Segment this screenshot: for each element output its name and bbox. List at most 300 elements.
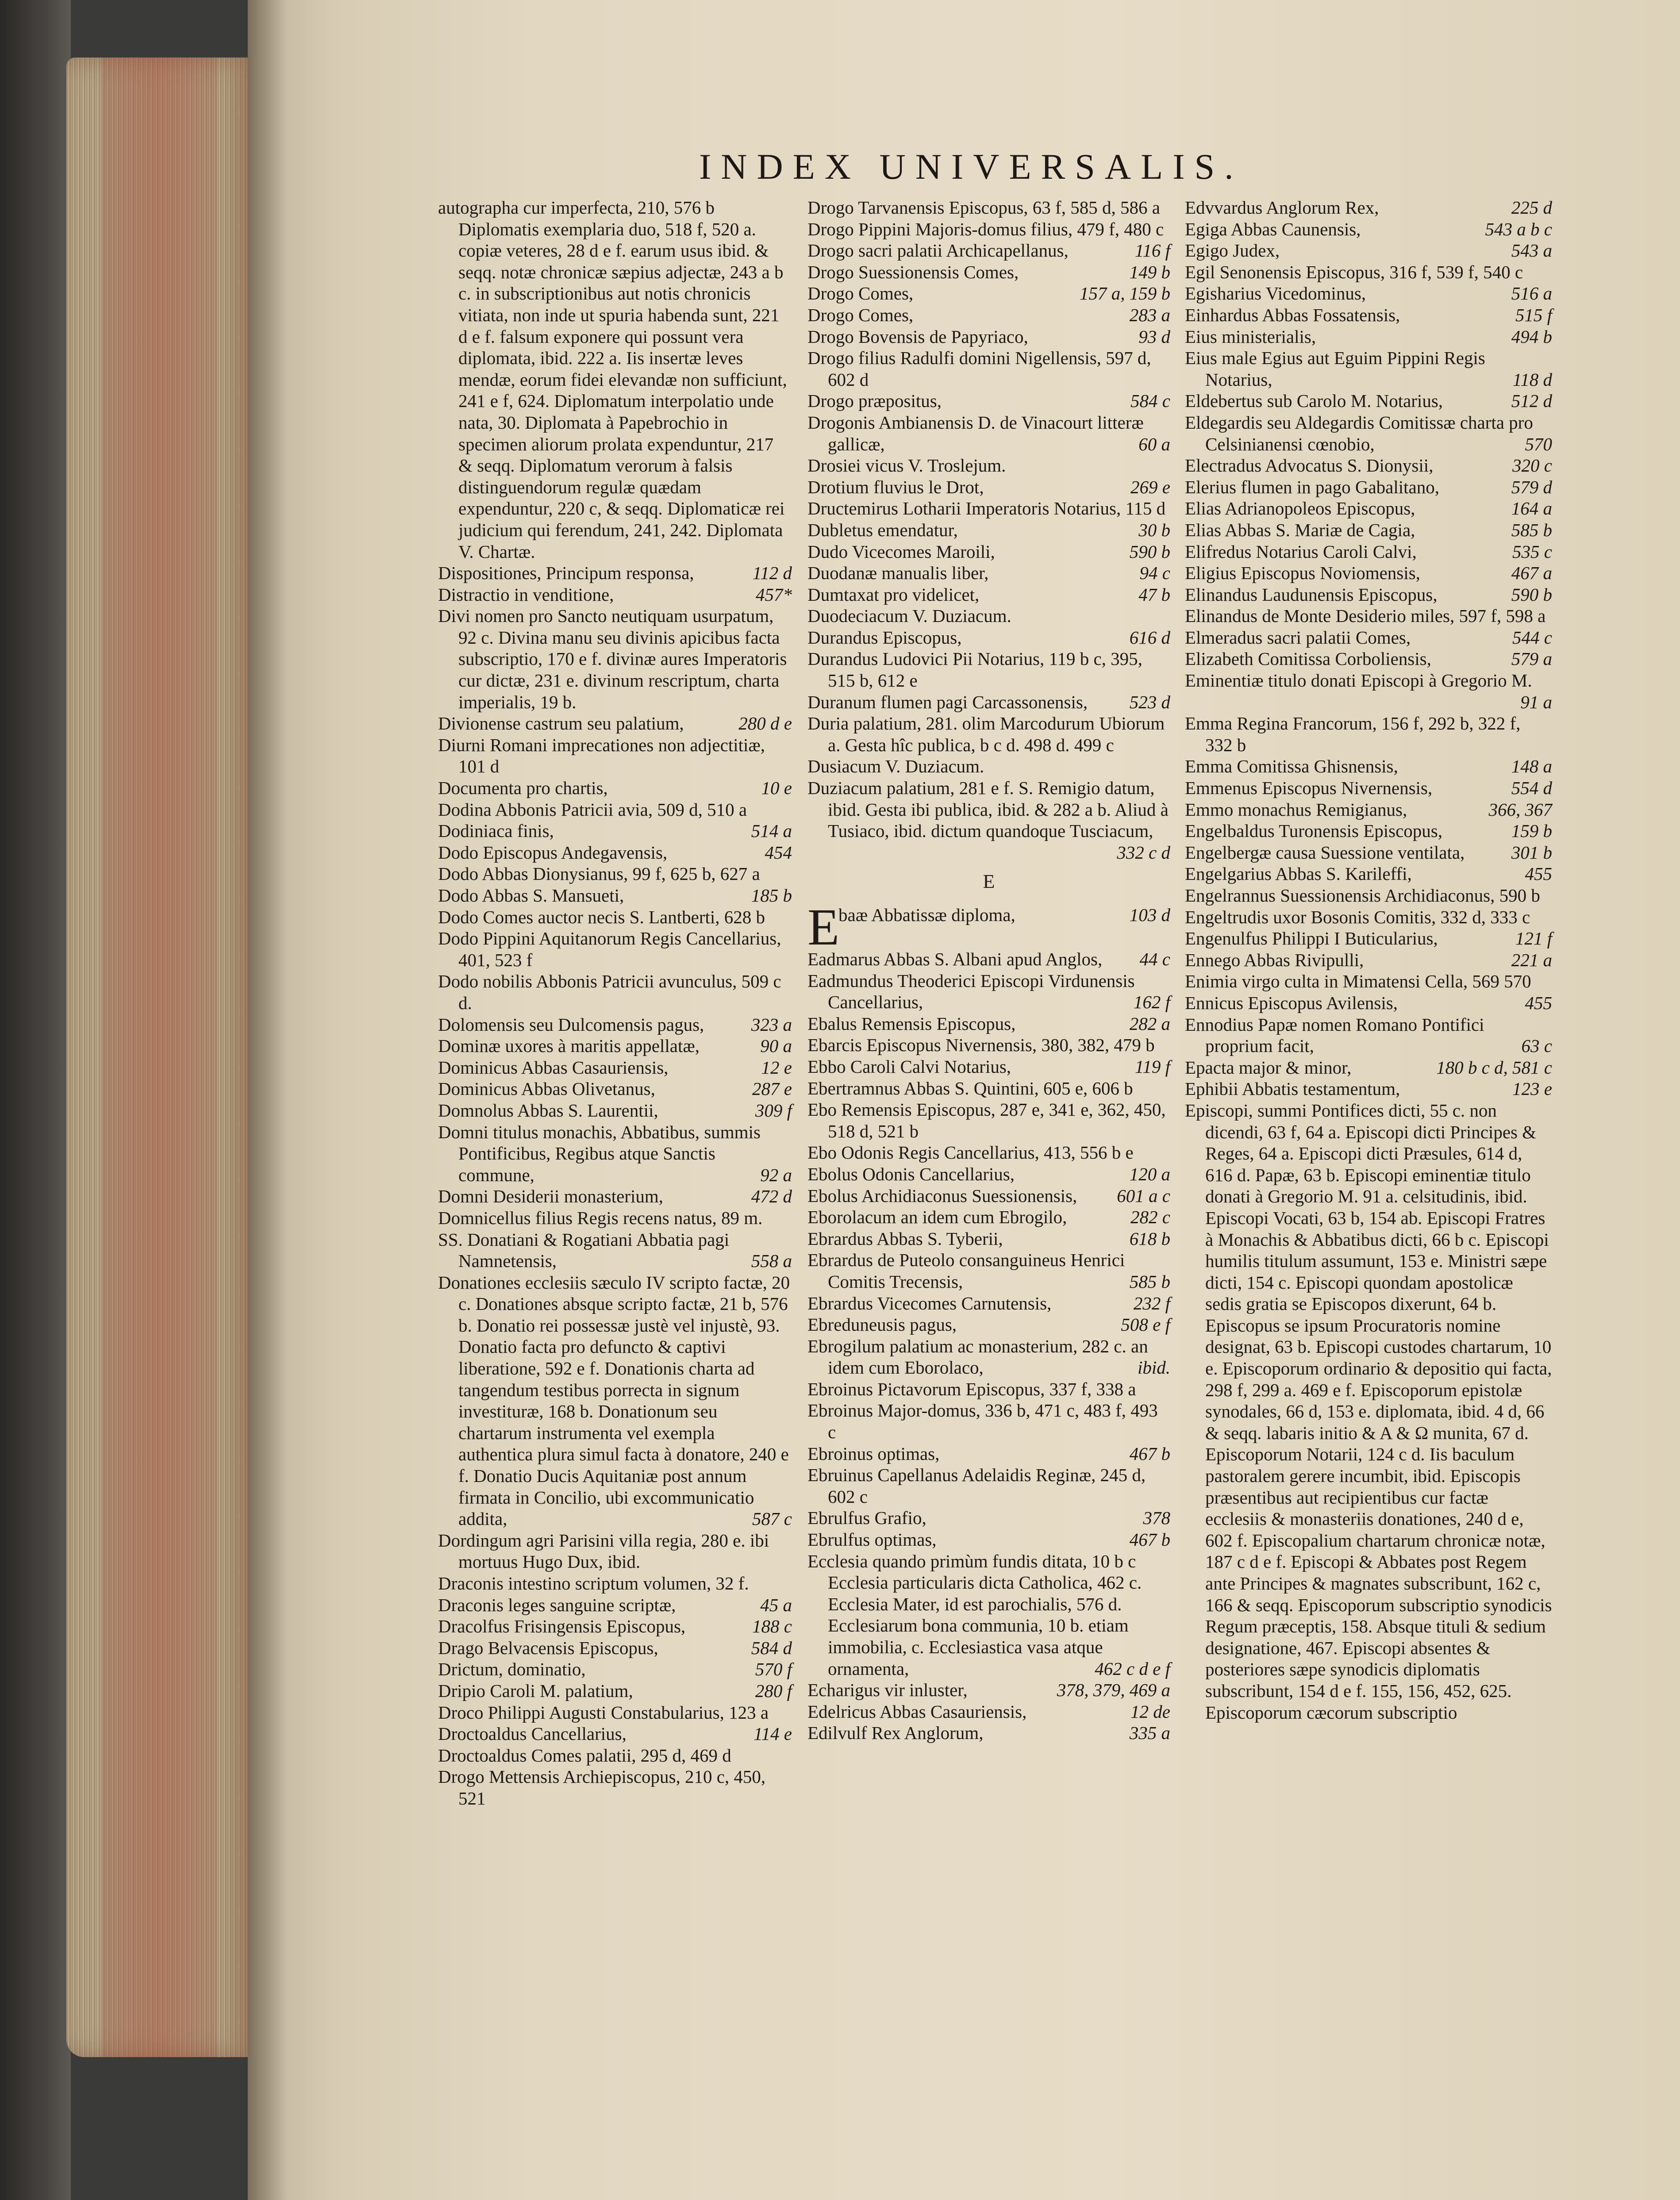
entry-text: Egil Senonensis Episcopus, 316 f, 539 f, 540 c	[1185, 261, 1523, 282]
page-reference: 159 b	[1511, 821, 1552, 841]
page-reference: 232 f	[1133, 1293, 1170, 1313]
page-reference: 467 b	[1129, 1443, 1170, 1464]
index-entry	[438, 562, 792, 584]
entry-text: Drogo filius Radulfi domini Nigellensis, 597 d, 602 d	[807, 348, 1151, 390]
entry-text: Ebo Odonis Regis Cancellarius, 413, 556 b e	[807, 1142, 1134, 1163]
page-reference: 164 a	[1511, 498, 1552, 519]
index-entry	[438, 1723, 792, 1745]
entry-text: SS. Donatiani & Rogatiani Abbatia pagi Namnetensis,	[438, 1229, 730, 1271]
page-reference: 454	[765, 842, 792, 863]
index-entry	[807, 1464, 1170, 1507]
page-reference: 269 e	[1130, 476, 1170, 497]
page-reference: 282 a	[1129, 1013, 1170, 1034]
index-entry	[438, 1616, 792, 1637]
index-entry	[807, 541, 1170, 563]
index-entry	[438, 777, 792, 799]
entry-text: Enimia virgo culta in Mimatensi Cella, 569 570	[1185, 971, 1531, 992]
entry-text: Dodiniaca finis,	[438, 821, 554, 841]
index-entry	[1185, 648, 1552, 670]
entry-text: Dominicus Abbas Olivetanus,	[438, 1079, 655, 1099]
entry-text: Droco Philippi Augusti Constabularius, 123 a	[438, 1702, 769, 1723]
entry-text: Dordingum agri Parisini villa regia, 280 e. ibi mortuus Hugo Dux, ibid.	[438, 1530, 769, 1572]
index-entry	[1185, 584, 1552, 606]
index-entry	[1185, 304, 1552, 326]
index-entry	[1185, 240, 1552, 261]
entry-text: Dudo Vicecomes Maroili,	[807, 541, 995, 562]
index-entry	[1185, 455, 1552, 476]
page-reference: 544 c	[1512, 627, 1552, 648]
page-reference: 12 e	[761, 1057, 792, 1078]
page-reference: 457*	[756, 584, 792, 605]
entry-text: Ebruinus Capellanus Adelaidis Reginæ, 245 d, 602 c	[807, 1465, 1146, 1507]
page-reference: 114 e	[754, 1724, 792, 1744]
entry-text: Eadmundus Theoderici Episcopi Virdunensis Cancellarius,	[807, 970, 1135, 1013]
entry-text: Elifredus Notarius Caroli Calvi,	[1185, 541, 1417, 562]
page-reference: 116 f	[1134, 240, 1170, 261]
page-reference: 332 c d	[1117, 842, 1170, 863]
index-entry	[438, 1121, 792, 1186]
index-entry	[807, 519, 1170, 541]
index-entry	[807, 1336, 1170, 1378]
index-entry	[1185, 412, 1552, 455]
page-reference: 585 b	[1129, 1271, 1170, 1292]
page-reference: 585 b	[1511, 519, 1552, 540]
index-entry	[438, 1186, 792, 1207]
index-entry	[807, 1293, 1170, 1314]
entry-text: Ebrardus Abbas S. Tyberii,	[807, 1228, 1003, 1249]
page-reference: 462 c d e f	[1095, 1658, 1170, 1679]
index-entry	[807, 1679, 1170, 1701]
gutter-shadow	[248, 0, 288, 2200]
index-entry	[438, 197, 792, 562]
entry-text: Engeltrudis uxor Bosonis Comitis, 332 d, 333 c	[1185, 906, 1530, 927]
entry-text: Dolomensis seu Dulcomensis pagus,	[438, 1014, 704, 1035]
index-entry	[1185, 1100, 1552, 1723]
entry-text: Egisharius Vicedominus,	[1185, 283, 1366, 304]
entry-text: Electradus Advocatus S. Dionysii,	[1185, 455, 1434, 476]
index-entry	[1185, 842, 1552, 864]
page-reference: 558 a	[751, 1251, 792, 1271]
entry-text: Drogonis Ambianensis D. de Vinacourt litteræ gallicæ,	[807, 412, 1144, 454]
page-reference: 323 a	[751, 1014, 792, 1035]
index-entry	[438, 734, 792, 777]
page-reference: 467 b	[1129, 1529, 1170, 1550]
entry-text: Dodo Episcopus Andegavensis,	[438, 842, 668, 863]
entry-text: Engelbaldus Turonensis Episcopus,	[1185, 821, 1442, 841]
index-entry	[1185, 949, 1552, 971]
entry-text: Drago Belvacensis Episcopus,	[438, 1637, 658, 1658]
page-reference: 63 c	[1521, 1036, 1552, 1056]
entry-text: Domni titulus monachis, Abbatibus, summis Pontificibus, Regibus atque Sanctis commune,	[438, 1121, 761, 1185]
index-entry	[1185, 1014, 1552, 1057]
entry-text: Divi nomen pro Sancto neutiquam usurpatum, 92 c. Divina manu seu divinis apicibus facta subscriptio, 170 e f. divinæ aures Imperatoris cur dictæ, 231 e. divinum rescriptum, charta imperialis, 19 b.	[438, 606, 787, 712]
entry-text: Eius male Egius aut Eguim Pippini Regis Notarius,	[1185, 348, 1485, 390]
index-entry	[1185, 219, 1552, 240]
index-entry	[807, 1228, 1170, 1250]
page-reference: 335 a	[1129, 1723, 1170, 1743]
index-entry	[438, 1100, 792, 1121]
entry-text: Drogo Pippini Majoris-domus filius, 479 f, 480 c	[807, 219, 1164, 239]
index-entry	[438, 713, 792, 734]
entry-text: Ebrardus de Puteolo consanguineus Henrici Comitis Trecensis,	[807, 1250, 1125, 1292]
entry-text: baæ Abbatissæ diploma,	[838, 905, 1015, 925]
page-reference: 455	[1525, 992, 1552, 1013]
entry-text: Elinandus de Monte Desiderio miles, 597 f, 598 a	[1185, 606, 1546, 626]
page-reference: 94 c	[1139, 563, 1170, 584]
index-entry	[807, 219, 1170, 240]
index-entry	[1185, 820, 1552, 842]
index-entry	[807, 627, 1170, 649]
index-entry	[807, 390, 1170, 412]
entry-text: Dominæ uxores à maritis appellatæ,	[438, 1036, 700, 1056]
page-reference: 616 d	[1129, 627, 1170, 648]
entry-text: Duziacum palatium, 281 e f. S. Remigio datum, ibid. Gesta ibi publica, ibid. & 282 a b. Aliud à Tusiaco, ibid. dictum quandoque Tusciacum,	[807, 778, 1169, 841]
entry-text: Eborolacum an idem cum Ebrogilo,	[807, 1207, 1067, 1228]
entry-text: Eldebertus sub Carolo M. Notarius,	[1185, 391, 1443, 411]
page-reference: 180 b c d, 581 c	[1436, 1057, 1552, 1078]
page-reference: 554 d	[1511, 778, 1552, 799]
index-entry	[438, 1530, 792, 1573]
page-reference: 523 d	[1129, 691, 1170, 712]
index-entry	[1185, 562, 1552, 584]
entry-text: Dodo Comes auctor necis S. Lantberti, 628 b	[438, 906, 765, 927]
page-reference: 535 c	[1512, 541, 1552, 562]
entry-text: Donationes ecclesiis sæculo IV scripto factæ, 20 c. Donationes absque scripto factæ, 21 b, 576 b. Donatio rei possessæ justè vel injustè, 93. Donatio facta pro defuncto & captivi liberatione, 592 e f. Donationis charta ad tangendum testibus porrecta in signum investituræ, 168 b. Donationum seu chartarum instrumenta vel exempla authentica plura simul facta à donatore, 240 e f. Donatio Ducis Aquitaniæ post annum firmata in Concilio, ubi excommunicatio addita,	[438, 1272, 790, 1529]
page-reference: 467 a	[1511, 563, 1552, 584]
entry-text: Epacta major & minor,	[1185, 1057, 1352, 1078]
entry-text: autographa cur imperfecta, 210, 576 b Diplomatis exemplaria duo, 518 f, 520 a. copiæ veteres, 28 d e f. earum usus ibid. & seqq. notæ chronicæ sæpius adjectæ, 243 a b c. in subscriptionibus aut notis chronicis vitiata, non inde ut spuria habenda sunt, 221 d e f. falsum exponere qui possunt vera diplomata, ibid. 222 a. Iis insertæ leves mendæ, eorum fidei elevandæ non sufficiunt, 241 e f, 624. Diplomatum interpolatio unde nata, 30. Diplomata à Papebrochio in specimen aliorum prolata expenduntur, 217 & seqq. Diplomatum verorum à falsis distinguendorum regulæ quædam expenduntur, 220 c, & seqq. Diplomaticæ rei judicium qui ferendum, 241, 242. Diplomata V. Chartæ.	[438, 197, 787, 562]
entry-text: Droctoaldus Cancellarius,	[438, 1724, 627, 1744]
entry-text: Drogo sacri palatii Archicapellanus,	[807, 240, 1069, 261]
page-reference: ibid.	[1137, 1357, 1170, 1378]
index-entry	[1185, 1057, 1552, 1079]
entry-text: Dominicus Abbas Casauriensis,	[438, 1057, 669, 1078]
entry-text: Elmeradus sacri palatii Comes,	[1185, 627, 1411, 648]
index-entry	[438, 863, 792, 885]
entry-text: Domni Desiderii monasterium,	[438, 1186, 663, 1207]
entry-text: Dodo nobilis Abbonis Patricii avunculus, 509 c d.	[438, 971, 781, 1013]
index-entry	[807, 1443, 1170, 1465]
index-entry	[438, 820, 792, 842]
entry-text: Elias Abbas S. Mariæ de Cagia,	[1185, 519, 1415, 540]
page-reference: 366, 367	[1488, 799, 1552, 820]
entry-text: Engelgarius Abbas S. Karileffi,	[1185, 864, 1412, 884]
entry-text: Dodo Abbas S. Mansueti,	[438, 885, 624, 906]
index-entry	[807, 347, 1170, 390]
page-reference: 515 f	[1515, 304, 1552, 325]
entry-text: Draconis intestino scriptum volumen, 32 f.	[438, 1573, 749, 1593]
index-entry	[438, 1014, 792, 1036]
index-entry	[807, 948, 1170, 970]
index-entry	[807, 1078, 1170, 1099]
index-entry	[1185, 1078, 1552, 1100]
entry-text: Drogo Bovensis de Papyriaco,	[807, 326, 1028, 347]
page-reference: 283 a	[1129, 304, 1170, 325]
index-entry	[807, 1163, 1170, 1185]
entry-text: Drosiei vicus V. Troslejum.	[807, 455, 1006, 476]
index-entry	[438, 1272, 792, 1530]
entry-text: Diurni Romani imprecationes non adjectitiæ, 101 d	[438, 734, 765, 777]
page-reference: 280 f	[755, 1680, 792, 1701]
page-reference: 157 a, 159 b	[1080, 283, 1170, 304]
page-block-edge	[66, 58, 252, 2057]
page-reference: 282 c	[1130, 1207, 1170, 1228]
page-reference: 225 d	[1511, 197, 1552, 218]
entry-text: Dripio Caroli M. palatium,	[438, 1680, 633, 1701]
entry-text: Durandus Episcopus,	[807, 627, 962, 648]
index-entry	[438, 1702, 792, 1724]
entry-text: Dodo Pippini Aquitanorum Regis Cancellarius, 401, 523 f	[438, 928, 781, 970]
entry-text: Eadmarus Abbas S. Albani apud Anglos,	[807, 949, 1103, 969]
page-reference: 10 e	[761, 778, 792, 799]
page-reference: 590 b	[1511, 584, 1552, 605]
page-reference: 579 d	[1511, 476, 1552, 497]
page-reference: 584 c	[1130, 391, 1170, 411]
index-entry	[1185, 906, 1552, 928]
entry-text: Documenta pro chartis,	[438, 778, 608, 799]
entry-text: Drogo præpositus,	[807, 391, 942, 411]
index-entry	[1185, 197, 1552, 219]
page-reference: 587 c	[752, 1509, 792, 1529]
index-entry	[1185, 519, 1552, 541]
entry-text: Ebarcis Episcopus Nivernensis, 380, 382, 479 b	[807, 1035, 1155, 1056]
index-entry	[807, 261, 1170, 283]
index-entry	[1185, 992, 1552, 1014]
page-reference: 12 de	[1130, 1701, 1170, 1722]
entry-text: Duranum flumen pagi Carcassonensis,	[807, 691, 1088, 712]
index-entry	[1185, 863, 1552, 885]
entry-text: Dracolfus Frisingensis Episcopus,	[438, 1616, 686, 1637]
entry-text: Engelbergæ causa Suessione ventilata,	[1185, 842, 1465, 863]
index-entry	[1185, 326, 1552, 348]
page-reference: 508 e f	[1121, 1314, 1170, 1335]
index-entry	[807, 240, 1170, 261]
page-reference: 221 a	[1511, 949, 1552, 970]
index-entry	[1185, 347, 1552, 390]
index-entry	[807, 498, 1170, 519]
entry-text: Ebrogilum palatium ac monasterium, 282 c. an idem cum Eborolaco,	[807, 1336, 1148, 1378]
index-entry	[438, 885, 792, 906]
page-reference: 93 d	[1138, 326, 1170, 347]
page-reference: 60 a	[1138, 434, 1170, 454]
page-reference: 45 a	[760, 1594, 792, 1615]
index-entry	[807, 584, 1170, 606]
entry-text: Elinandus Laudunensis Episcopus,	[1185, 584, 1438, 605]
page-reference: 543 a	[1511, 240, 1552, 261]
entry-text: Divionense castrum seu palatium,	[438, 713, 684, 734]
page-reference: 378, 379, 469 a	[1057, 1680, 1170, 1701]
page-reference: 320 c	[1512, 455, 1552, 476]
page-reference: 309 f	[755, 1100, 792, 1121]
page-reference: 92 a	[760, 1164, 792, 1185]
index-entry	[807, 197, 1170, 219]
index-entry	[807, 1249, 1170, 1292]
entry-text: Dubletus emendatur,	[807, 519, 958, 540]
entry-text: Ennicus Episcopus Avilensis,	[1185, 992, 1398, 1013]
index-entry	[1185, 541, 1552, 563]
index-entry	[438, 1035, 792, 1057]
index-entry	[438, 1078, 792, 1100]
page-reference: 118 d	[1512, 369, 1552, 390]
page-reference: 47 b	[1138, 584, 1170, 605]
index-entry	[807, 1701, 1170, 1723]
entry-text: Ebrardus Vicecomes Carnutensis,	[807, 1293, 1052, 1313]
page-reference: 378	[1143, 1508, 1170, 1528]
entry-text: Ebolus Archidiaconus Suessionensis,	[807, 1185, 1077, 1206]
page-reference: 30 b	[1138, 519, 1170, 540]
page-reference: 44 c	[1139, 949, 1170, 969]
entry-text: Elias Adrianopoleos Episcopus,	[1185, 498, 1415, 519]
section-letter: E	[983, 871, 995, 893]
index-entry	[807, 1206, 1170, 1228]
book-spine-shadow	[0, 0, 71, 2200]
entry-text: Engelrannus Suessionensis Archidiaconus, 590 b	[1185, 885, 1540, 906]
index-entry	[438, 842, 792, 864]
index-entry	[807, 713, 1170, 756]
entry-text: Drictum, dominatio,	[438, 1659, 586, 1680]
entry-text: Droctoaldus Comes palatii, 295 d, 469 d	[438, 1745, 731, 1766]
index-entry	[807, 898, 1170, 956]
index-entry	[807, 562, 1170, 584]
page-reference: 514 a	[751, 821, 792, 841]
page-reference: 91 a	[1520, 691, 1552, 712]
entry-text: Ebrulfus optimas,	[807, 1529, 937, 1550]
page-reference: 584 d	[751, 1637, 792, 1658]
entry-text: Episcopi, summi Pontifices dicti, 55 c. non dicendi, 63 f, 64 a. Episcopi dicti Principes & Reges, 64 a. Episcopi dicti Præsules, 614 d, 616 d. Papæ, 63 b. Episcopi eminentiæ titulo donati à Gregorio M. 91 a. celsitudinis, ibid. Episcopi Vocati, 63 b, 154 ab. Episcopi Fratres à Monachis & Abbatibus dicti, 66 b c. Episcopi humilis titulum assumunt, 153 e. Ministri sæpe dicti, 154 c. Episcopi quondam apostolicæ sedis gratia se Episcopos dixerunt, 64 b. Episcopus se ipsum Procuratoris nomine designat, 63 b. Episcopi custodes chartarum, 10 e. Episcoporum ordinario & depositio qui facta, 298 f, 299 a. 469 e f. Episcoporum epistolæ synodales, 66 d, 153 e. diplomata, ibid. 4 d, 66 & seqq. labaris initio & A & Ω munita, 67 d. Episcoporum Notarii, 124 c d. Iis baculum pastoralem gerere incumbit, ibid. Episcopis præsentibus aut recipientibus cur factæ ecclesiis & monasteriis donationes, 240 d e, 602 f. Episcopalium chartarum chronicæ notæ, 187 c d e f. Episcopi & Abbates post Regem ante Principes & magnates subscribunt, 162 c, 166 & seqq. Episcoporum subscriptio synodicis Regum præceptis, 158. Absque tituli & sedium designatione, 467. Episcopi absentes & posteriores sæpe synodicis diplomatis subscribunt, 154 d e f. 155, 156, 452, 625. Episcoporum cæcorum subscriptio	[1185, 1100, 1552, 1723]
entry-text: Ecclesia quando primùm fundis ditata, 10 b c Ecclesia particularis dicta Catholica, 462 c. Ecclesia Mater, id est parochialis, 576 d. Ecclesiarum bona communia, 10 b. etiam immobilia, c. Ecclesiastica vasa atque ornamenta,	[807, 1551, 1142, 1679]
entry-text: Ebreduneusis pagus,	[807, 1314, 957, 1335]
index-column-2	[807, 197, 1170, 1744]
entry-text: Emmenus Episcopus Nivernensis,	[1185, 778, 1433, 799]
index-entry	[1185, 928, 1552, 949]
entry-text: Ennego Abbas Rivipulli,	[1185, 949, 1364, 970]
index-entry	[1185, 971, 1552, 992]
entry-text: Ebertramnus Abbas S. Quintini, 605 e, 606 b	[807, 1078, 1133, 1098]
entry-text: Dodo Abbas Dionysianus, 99 f, 625 b, 627 a	[438, 864, 760, 884]
index-entry	[807, 283, 1170, 304]
index-entry	[807, 1529, 1170, 1551]
entry-text: Eldegardis seu Aldegardis Comitissæ charta pro Celsinianensi cœnobio,	[1185, 412, 1533, 454]
entry-text: Edvvardus Anglorum Rex,	[1185, 197, 1379, 218]
page-reference: 112 d	[752, 563, 792, 584]
entry-text: Draconis leges sanguine scriptæ,	[438, 1594, 676, 1615]
entry-text: Engenulfus Philippi I Buticularius,	[1185, 928, 1438, 949]
page-reference: 512 d	[1511, 391, 1552, 411]
entry-text: Durandus Ludovici Pii Notarius, 119 b c, 395, 515 b, 612 e	[807, 649, 1142, 691]
page-reference: 162 f	[1133, 992, 1170, 1013]
entry-text: Ebalus Remensis Episcopus,	[807, 1013, 1016, 1034]
index-entry	[807, 1551, 1170, 1680]
index-entry	[807, 777, 1170, 863]
page-reference: 280 d e	[738, 713, 792, 734]
index-entry	[807, 756, 1170, 777]
entry-text: Einhardus Abbas Fossatensis,	[1185, 304, 1400, 325]
entry-text: Ebroinus optimas,	[807, 1443, 940, 1464]
page-reference: 590 b	[1129, 541, 1170, 562]
page-reference: 120 a	[1129, 1163, 1170, 1184]
index-column-3	[1185, 197, 1552, 1723]
entry-text: Ebo Remensis Episcopus, 287 e, 341 e, 362, 450, 518 d, 521 b	[807, 1099, 1166, 1141]
index-entry	[1185, 799, 1552, 821]
index-entry	[1185, 756, 1552, 777]
page-reference: 121 f	[1515, 928, 1552, 949]
index-entry	[1185, 777, 1552, 799]
page-reference: 188 c	[752, 1616, 792, 1637]
index-entry	[807, 605, 1170, 627]
page-reference: 516 a	[1511, 283, 1552, 304]
index-entry	[1185, 476, 1552, 498]
index-entry	[807, 1378, 1170, 1400]
index-entry	[438, 605, 792, 713]
index-entry	[438, 799, 792, 821]
index-entry	[1185, 283, 1552, 304]
index-entry	[807, 304, 1170, 326]
index-entry	[438, 1229, 792, 1272]
page-reference: 455	[1525, 864, 1552, 884]
entry-text: Ebrulfus Grafio,	[807, 1508, 926, 1528]
index-entry	[1185, 261, 1552, 283]
index-entry	[1185, 605, 1552, 627]
index-entry	[438, 584, 792, 606]
entry-text: Domnicellus filius Regis recens natus, 89 m.	[438, 1207, 763, 1228]
index-entry	[438, 928, 792, 971]
entry-text: Dispositiones, Principum responsa,	[438, 563, 694, 584]
entry-text: Emmo monachus Remigianus,	[1185, 799, 1407, 820]
index-entry	[438, 1745, 792, 1766]
entry-text: Drogo Suessionensis Comes,	[807, 261, 1019, 282]
index-entry	[438, 971, 792, 1014]
entry-text: Egiga Abbas Caunensis,	[1185, 219, 1361, 239]
index-entry	[1185, 713, 1552, 756]
entry-text: Ebroinus Pictavorum Episcopus, 337 f, 338 a	[807, 1378, 1136, 1399]
index-entry	[1185, 627, 1552, 649]
index-entry	[438, 1659, 792, 1680]
entry-text: Emma Regina Francorum, 156 f, 292 b, 322 f, 332 b	[1185, 713, 1521, 755]
page-reference: 149 b	[1129, 261, 1170, 282]
page-reference: 570	[1525, 434, 1552, 454]
index-entry	[807, 1034, 1170, 1056]
index-entry	[807, 1142, 1170, 1163]
page-reference: 185 b	[751, 885, 792, 906]
entry-text: Ephibii Abbatis testamentum,	[1185, 1079, 1400, 1099]
entry-text: Drogo Comes,	[807, 304, 914, 325]
entry-text: Drogo Mettensis Archiepiscopus, 210 c, 450, 521	[438, 1766, 766, 1808]
entry-text: Edelricus Abbas Casauriensis,	[807, 1701, 1027, 1722]
entry-text: Elizabeth Comitissa Corboliensis,	[1185, 649, 1431, 669]
index-entry	[1185, 498, 1552, 519]
entry-text: Drogo Comes,	[807, 283, 914, 304]
entry-text: Domnolus Abbas S. Laurentii,	[438, 1100, 658, 1121]
entry-text: Ebbo Caroli Calvi Notarius,	[807, 1056, 1011, 1077]
index-entry	[438, 1207, 792, 1229]
page-reference: 301 b	[1511, 842, 1552, 863]
index-entry	[807, 455, 1170, 476]
index-entry	[1185, 885, 1552, 906]
entry-text: Ebolus Odonis Cancellarius,	[807, 1163, 1015, 1184]
index-entry	[438, 1637, 792, 1659]
index-entry	[438, 1573, 792, 1594]
page-reference: 90 a	[760, 1036, 792, 1056]
page-reference: 103 d	[1129, 905, 1170, 925]
page-reference: 570 f	[755, 1659, 792, 1680]
entry-text: Eius ministerialis,	[1185, 326, 1316, 347]
page-reference: 618 b	[1129, 1228, 1170, 1249]
index-entry	[807, 1507, 1170, 1529]
entry-text: Dodina Abbonis Patricii avia, 509 d, 510 a	[438, 799, 747, 820]
entry-text: Duodanæ manualis liber,	[807, 563, 989, 584]
index-entry	[807, 1099, 1170, 1142]
entry-text: Edilvulf Rex Anglorum,	[807, 1723, 984, 1743]
